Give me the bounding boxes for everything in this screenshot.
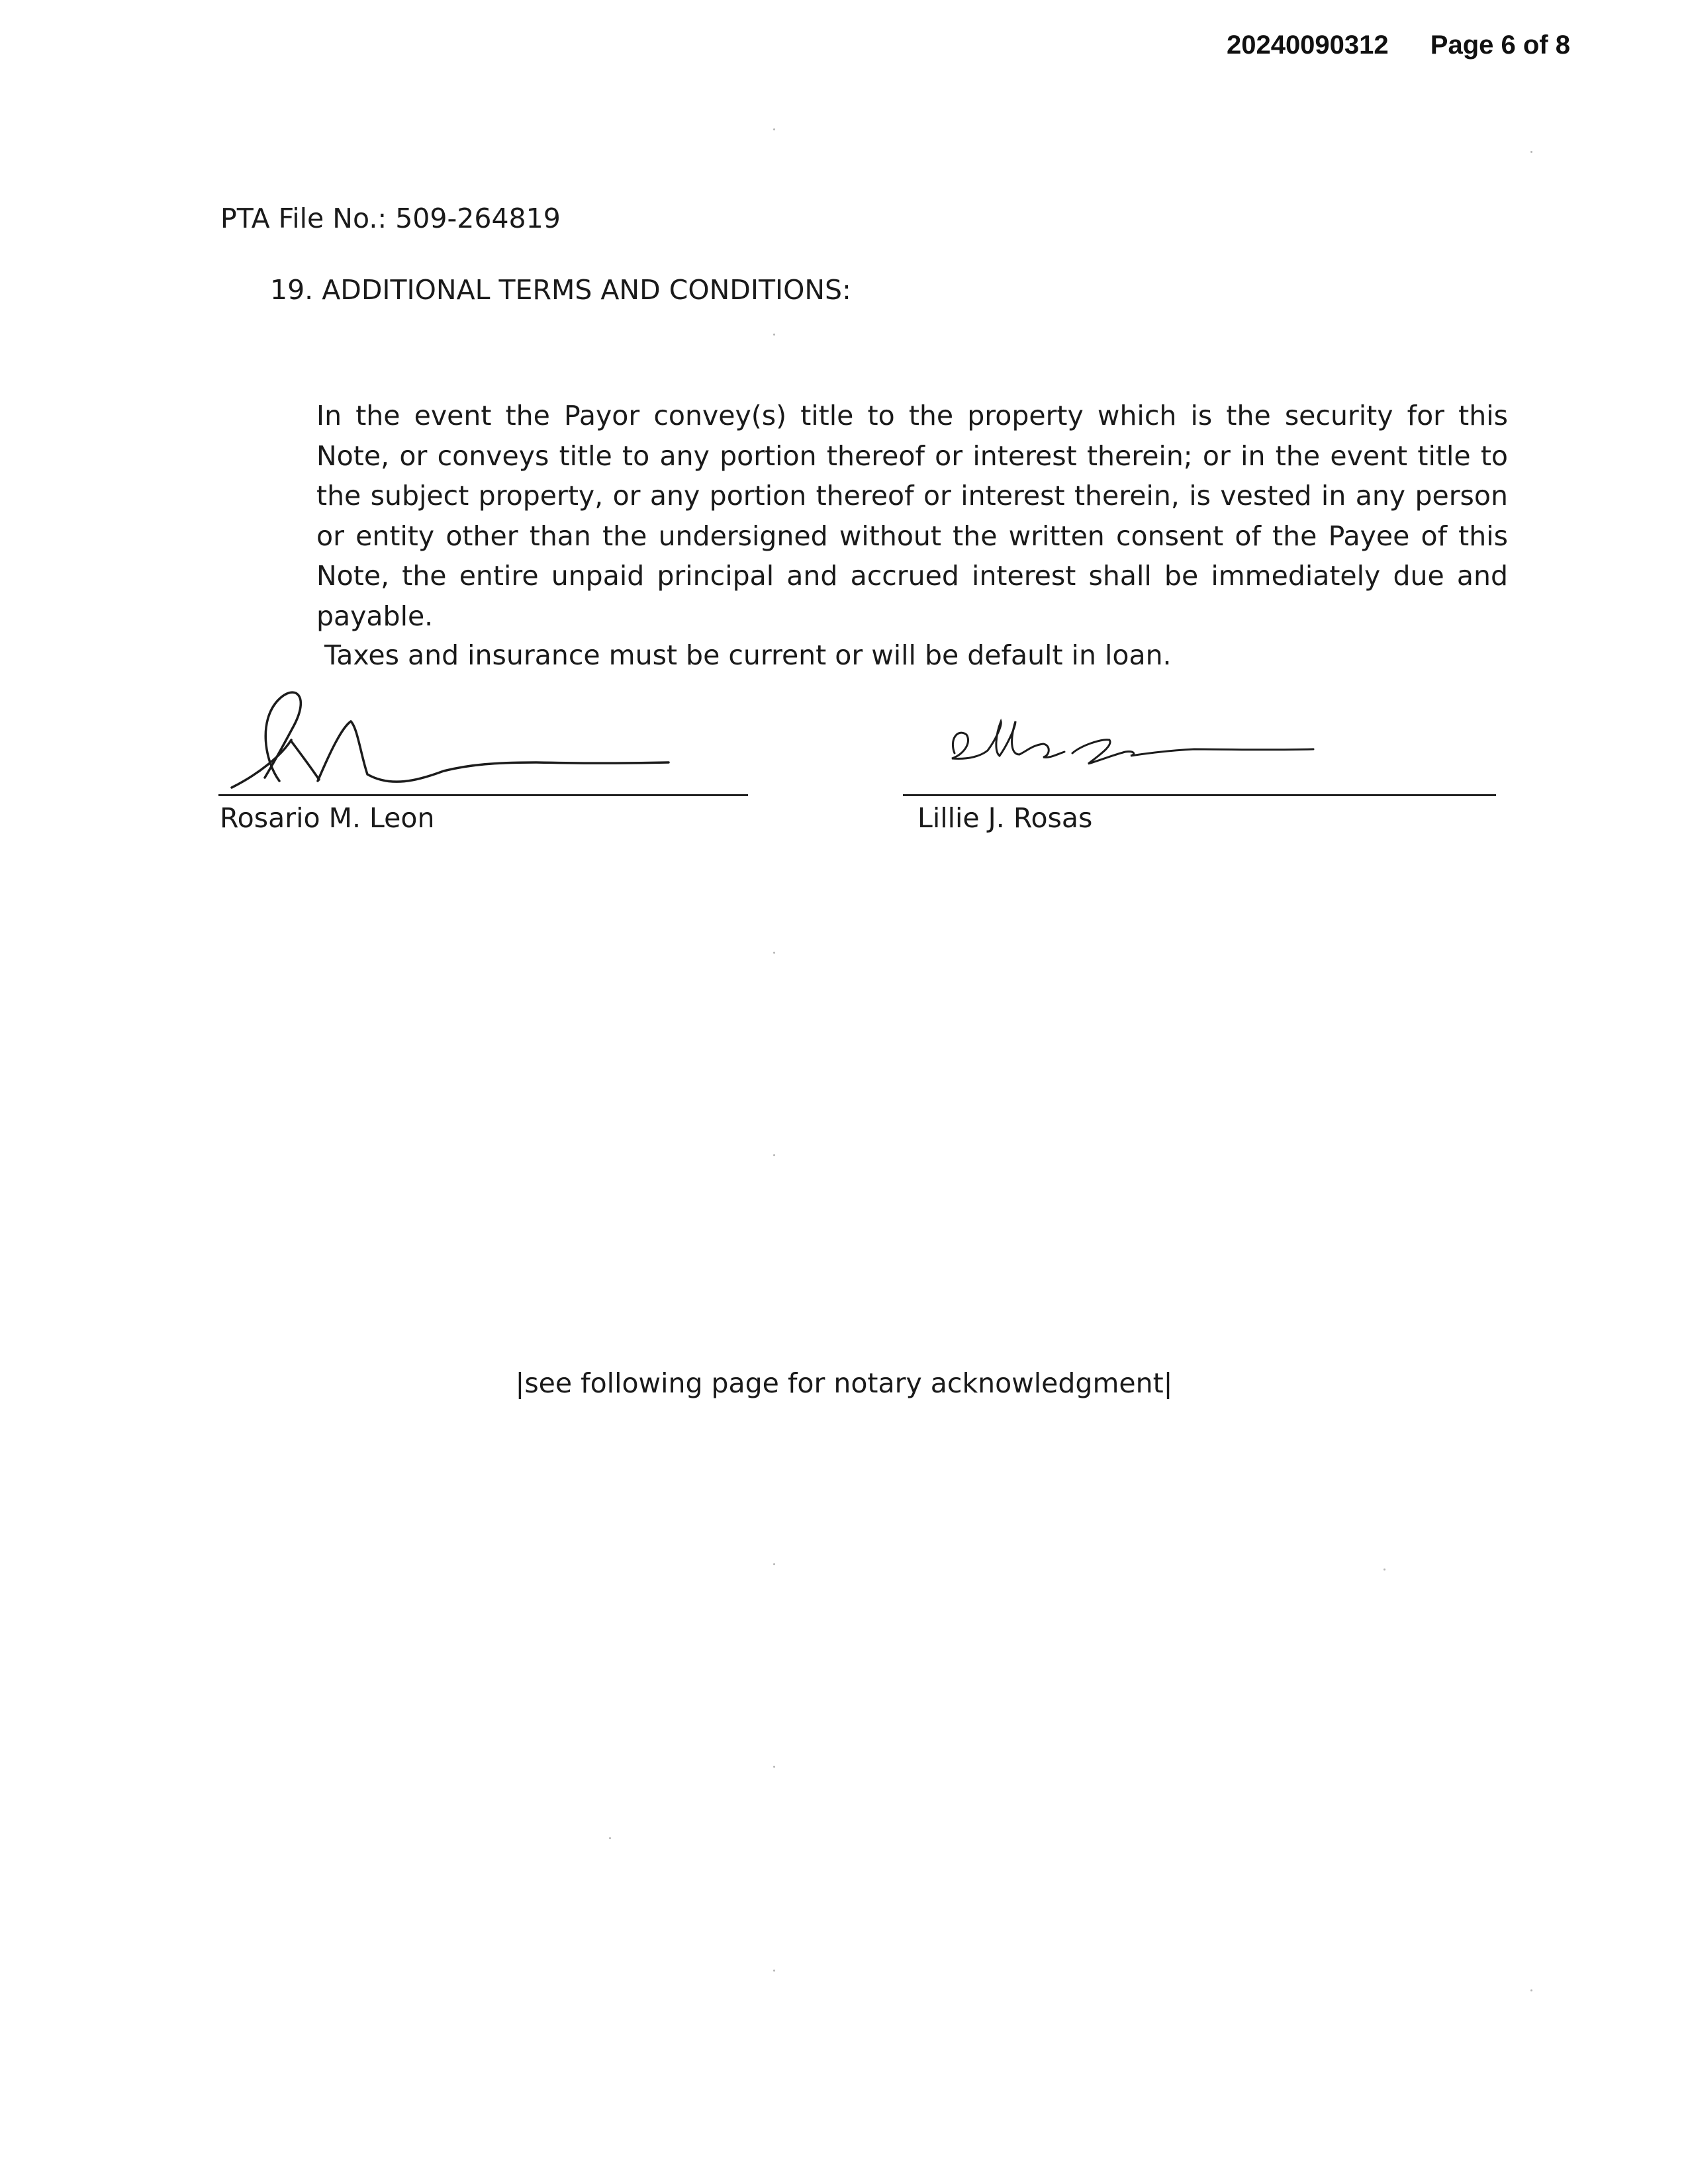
terms-paragraph-text: In the event the Payor convey(s) title to the property which is the security for this Note, or conveys title to any portion thereof or interest therein; or in the event title to the subject property, or any portion thereof or interest therein, is vested in any person or entity other than the undersigned without the written consent of the Payee of this Note, the entire unpaid principal and accrued interest shall be immediately due and payable. [316,400,1508,632]
signature-line-right [903,794,1496,796]
signature-right-image [903,682,1496,794]
signature-line-left [218,794,748,796]
terms-paragraph [316,396,1508,636]
signer-name-left: Rosario M. Leon [220,802,435,834]
scan-speck [1530,1989,1532,1991]
scan-speck [773,128,775,130]
scan-speck [1383,1569,1385,1570]
page-number: Page 6 of 8 [1430,30,1570,60]
notary-note: |see following page for notary acknowledgment| [515,1367,1173,1399]
section-heading: 19. ADDITIONAL TERMS AND CONDITIONS: [270,274,851,306]
document-number: 20240090312 [1226,30,1389,60]
scan-speck [773,1766,775,1768]
scan-speck [773,334,775,336]
signer-name-right: Lillie J. Rosas [917,802,1093,834]
scan-speck [1530,151,1532,153]
signature-left-image [218,682,748,794]
scan-speck [773,1154,775,1156]
scan-speck [773,1563,775,1565]
scan-speck [773,1970,775,1972]
scan-speck [609,1837,611,1839]
scan-speck [773,952,775,954]
page-header [1227,30,1570,60]
taxes-note: Taxes and insurance must be current or will be default in loan. [324,639,1172,671]
file-number: PTA File No.: 509-264819 [220,203,561,234]
